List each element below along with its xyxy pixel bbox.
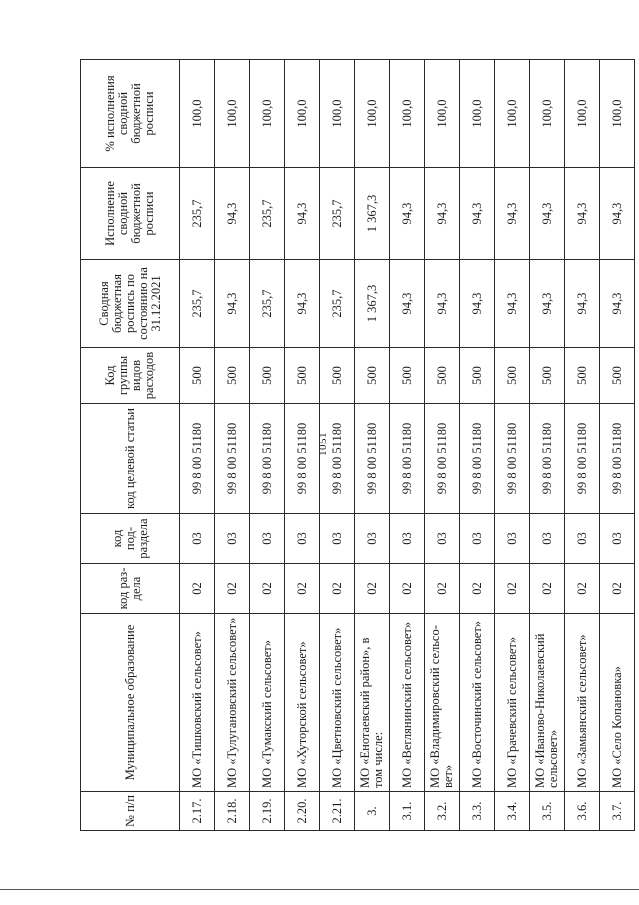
cell-num: 3.7.: [600, 792, 635, 831]
cell-group: 500: [180, 348, 215, 404]
cell-group: 500: [425, 348, 460, 404]
cell-num: 3.6.: [565, 792, 600, 831]
bottom-rule: [0, 889, 639, 890]
cell-municipality: МО «Цветновский сельсовет»: [320, 614, 355, 792]
cell-percent: 100,0: [600, 60, 635, 168]
cell-budget: 1 367,3: [355, 260, 390, 348]
cell-percent: 100,0: [250, 60, 285, 168]
cell-execution: 94,3: [425, 168, 460, 260]
cell-subsection: 03: [495, 514, 530, 564]
cell-execution: 94,3: [495, 168, 530, 260]
table-row: [425, 60, 460, 831]
cell-percent: 100,0: [390, 60, 425, 168]
cell-percent: 100,0: [285, 60, 320, 168]
cell-target: 99 8 00 51180: [250, 404, 285, 514]
cell-num: 3.1.: [390, 792, 425, 831]
cell-budget: 235,7: [180, 260, 215, 348]
cell-percent: 100,0: [355, 60, 390, 168]
cell-section: 02: [215, 564, 250, 614]
cell-section: 02: [320, 564, 355, 614]
cell-subsection: 03: [460, 514, 495, 564]
cell-num: 3.3.: [460, 792, 495, 831]
header-execution: Исполнение сводной бюджетной росписи: [81, 168, 180, 260]
table-row: [250, 60, 285, 831]
cell-target: 99 8 00 51180: [495, 404, 530, 514]
cell-num: 3.2.: [425, 792, 460, 831]
cell-budget: 94,3: [460, 260, 495, 348]
cell-execution: 235,7: [180, 168, 215, 260]
cell-percent: 100,0: [495, 60, 530, 168]
cell-group: 500: [460, 348, 495, 404]
cell-budget: 94,3: [530, 260, 565, 348]
cell-subsection: 03: [355, 514, 390, 564]
cell-percent: 100,0: [180, 60, 215, 168]
table-row: [460, 60, 495, 831]
cell-execution: 94,3: [390, 168, 425, 260]
cell-execution: 94,3: [530, 168, 565, 260]
table-header: [81, 60, 180, 831]
cell-num: 2.20.: [285, 792, 320, 831]
cell-num: 2.21.: [320, 792, 355, 831]
cell-section: 02: [285, 564, 320, 614]
cell-section: 02: [180, 564, 215, 614]
cell-num: 2.19.: [250, 792, 285, 831]
budget-table: [80, 59, 635, 831]
cell-municipality: МО «Тумакский сельсовет»: [250, 614, 285, 792]
cell-group: 500: [250, 348, 285, 404]
cell-municipality: МО «Тулугановский сельсовет»: [215, 614, 250, 792]
cell-target: 99 8 00 51180: [355, 404, 390, 514]
table-row: [285, 60, 320, 831]
cell-target: 99 8 00 51180: [460, 404, 495, 514]
table-row: [215, 60, 250, 831]
cell-budget: 94,3: [495, 260, 530, 348]
cell-subsection: 03: [250, 514, 285, 564]
header-percent: % исполнения сводной бюджетной росписи: [81, 60, 180, 168]
cell-municipality: МО «Владимировский сельсо-вет»: [425, 614, 460, 792]
cell-group: 500: [495, 348, 530, 404]
page-number: 1051: [317, 432, 329, 456]
cell-execution: 94,3: [460, 168, 495, 260]
cell-section: 02: [565, 564, 600, 614]
header-target: код целевой статьи: [81, 404, 180, 514]
cell-num: 3.4.: [495, 792, 530, 831]
cell-target: 99 8 00 51180: [600, 404, 635, 514]
cell-municipality: МО «Иваново-Николаевский сельсовет»: [530, 614, 565, 792]
cell-group: 500: [285, 348, 320, 404]
cell-subsection: 03: [425, 514, 460, 564]
table-body: [180, 60, 635, 831]
cell-num: 3.: [355, 792, 390, 831]
cell-budget: 94,3: [285, 260, 320, 348]
cell-num: 2.17.: [180, 792, 215, 831]
table-row: [355, 60, 390, 831]
cell-budget: 94,3: [390, 260, 425, 348]
cell-group: 500: [565, 348, 600, 404]
cell-group: 500: [600, 348, 635, 404]
header-subsection: код под-раздела: [81, 514, 180, 564]
cell-percent: 100,0: [425, 60, 460, 168]
cell-section: 02: [250, 564, 285, 614]
table-row: [390, 60, 425, 831]
cell-section: 02: [600, 564, 635, 614]
cell-execution: 94,3: [285, 168, 320, 260]
cell-budget: 94,3: [565, 260, 600, 348]
cell-target: 99 8 00 51180: [320, 404, 355, 514]
cell-subsection: 03: [180, 514, 215, 564]
cell-group: 500: [355, 348, 390, 404]
cell-percent: 100,0: [215, 60, 250, 168]
cell-subsection: 03: [285, 514, 320, 564]
header-section: код раз-дела: [81, 564, 180, 614]
cell-budget: 235,7: [320, 260, 355, 348]
table-row: [565, 60, 600, 831]
cell-target: 99 8 00 51180: [425, 404, 460, 514]
header-num: № п/п: [81, 792, 180, 831]
cell-section: 02: [460, 564, 495, 614]
cell-municipality: МО «Грачевский сельсовет»: [495, 614, 530, 792]
header-row: [81, 60, 180, 831]
cell-execution: 94,3: [600, 168, 635, 260]
cell-municipality: МО «Веглянинский сельсовет»: [390, 614, 425, 792]
cell-budget: 94,3: [215, 260, 250, 348]
cell-section: 02: [495, 564, 530, 614]
cell-budget: 235,7: [250, 260, 285, 348]
header-budget: Сводная бюджетная роспись по состоянию на 31.12.2021: [81, 260, 180, 348]
cell-subsection: 03: [565, 514, 600, 564]
cell-execution: 235,7: [250, 168, 285, 260]
cell-percent: 100,0: [320, 60, 355, 168]
cell-group: 500: [215, 348, 250, 404]
table-row: [320, 60, 355, 831]
table-row: [495, 60, 530, 831]
cell-municipality: МО «Тишковский сельсовет»: [180, 614, 215, 792]
header-municipality: Муниципальное образование: [81, 614, 180, 792]
cell-execution: 94,3: [215, 168, 250, 260]
cell-subsection: 03: [390, 514, 425, 564]
cell-budget: 94,3: [600, 260, 635, 348]
cell-percent: 100,0: [460, 60, 495, 168]
cell-target: 99 8 00 51180: [565, 404, 600, 514]
table-row: [530, 60, 565, 831]
cell-target: 99 8 00 51180: [285, 404, 320, 514]
cell-subsection: 03: [530, 514, 565, 564]
cell-section: 02: [355, 564, 390, 614]
cell-section: 02: [425, 564, 460, 614]
header-group: Код группы видов расходов: [81, 348, 180, 404]
cell-group: 500: [320, 348, 355, 404]
rotated-table-content: [80, 60, 624, 831]
cell-target: 99 8 00 51180: [530, 404, 565, 514]
cell-group: 500: [390, 348, 425, 404]
cell-municipality: МО «Енотаевский район», в том числе:: [355, 614, 390, 792]
cell-target: 99 8 00 51180: [180, 404, 215, 514]
cell-subsection: 03: [600, 514, 635, 564]
cell-execution: 1 367,3: [355, 168, 390, 260]
cell-percent: 100,0: [565, 60, 600, 168]
cell-subsection: 03: [215, 514, 250, 564]
cell-section: 02: [530, 564, 565, 614]
cell-num: 3.5.: [530, 792, 565, 831]
cell-budget: 94,3: [425, 260, 460, 348]
rotated-table-frame: [80, 60, 624, 831]
cell-municipality: МО «Село Копановка»: [600, 614, 635, 792]
cell-target: 99 8 00 51180: [390, 404, 425, 514]
cell-municipality: МО «Хуторской сельсовет»: [285, 614, 320, 792]
cell-municipality: МО «Восточинский сельсовет»: [460, 614, 495, 792]
table-row: [180, 60, 215, 831]
cell-section: 02: [390, 564, 425, 614]
cell-subsection: 03: [320, 514, 355, 564]
cell-execution: 235,7: [320, 168, 355, 260]
cell-municipality: МО «Замьянский сельсовет»: [565, 614, 600, 792]
cell-group: 500: [530, 348, 565, 404]
table-row: [600, 60, 635, 831]
cell-percent: 100,0: [530, 60, 565, 168]
cell-execution: 94,3: [565, 168, 600, 260]
cell-target: 99 8 00 51180: [215, 404, 250, 514]
cell-num: 2.18.: [215, 792, 250, 831]
